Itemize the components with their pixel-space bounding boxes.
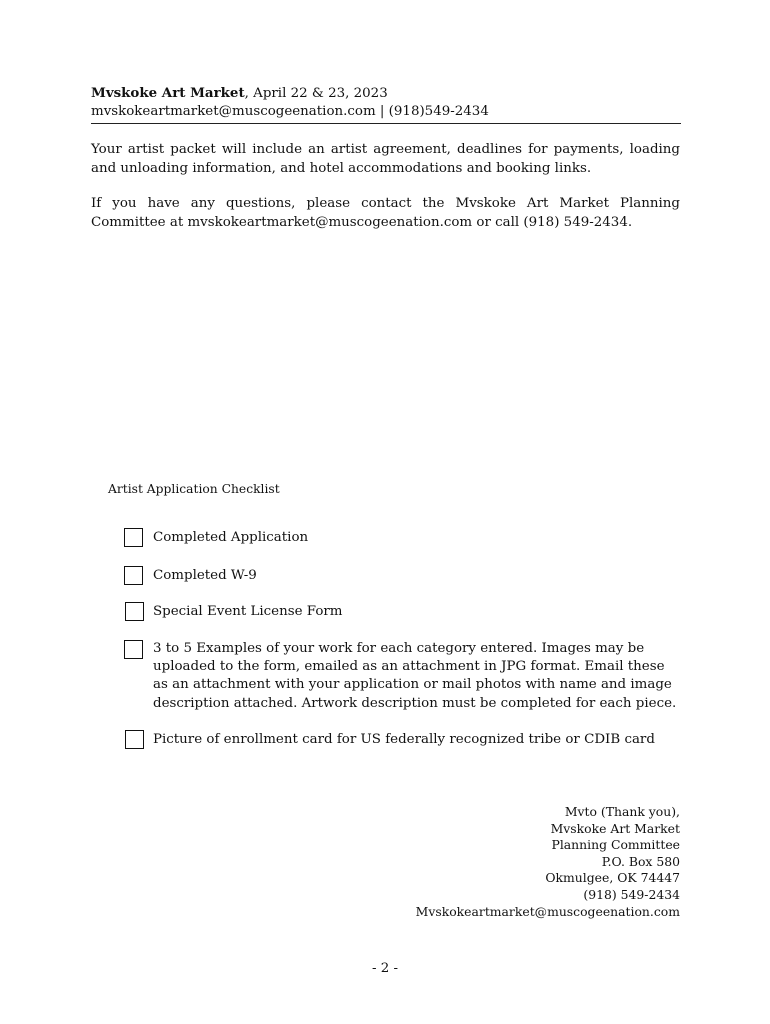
page-header bbox=[91, 84, 681, 124]
signature-line: Mvto (Thank you), bbox=[564, 804, 680, 819]
signature-email[interactable]: Mvskokeartmarket@muscogeenation.com bbox=[415, 903, 680, 919]
artist-packet-paragraph: Your artist packet will include an artist agreement, deadlines for payments, loading and unloading information, and hotel accommodations and booking links. bbox=[91, 142, 680, 176]
checkbox[interactable] bbox=[124, 566, 143, 585]
organization-name: Mvskoke Art Market bbox=[91, 85, 245, 101]
checklist-title: Artist Application Checklist bbox=[108, 482, 280, 496]
page-number: - 2 - bbox=[371, 961, 399, 976]
checklist-item-label: Completed Application bbox=[153, 530, 309, 545]
checklist-item-label: Completed W-9 bbox=[153, 568, 257, 583]
event-dates: , April 22 & 23, 2023 bbox=[244, 86, 388, 101]
signature-line: Okmulgee, OK 74447 bbox=[545, 870, 680, 886]
signature-block bbox=[416, 804, 680, 920]
checkbox[interactable] bbox=[125, 730, 144, 749]
checklist-item-label: Special Event License Form bbox=[153, 604, 343, 619]
header-title-line bbox=[91, 84, 681, 103]
checklist-item-label: 3 to 5 Examples of your work for each category entered. Images may be uploaded to the form, emailed as an attachment in JPG format. Email these as an attachment with your application or mail photos with name and image description attached. Artwork description must be completed for each piece. bbox=[153, 641, 677, 711]
checklist-item-label: Picture of enrollment card for US federally recognized tribe or CDIB card bbox=[153, 732, 655, 747]
checkbox[interactable] bbox=[124, 640, 143, 659]
checkbox[interactable] bbox=[125, 602, 144, 621]
header-contact: mvskokeartmarket@muscogeenation.com | (918)549-2434 bbox=[91, 104, 489, 119]
signature-line: Planning Committee bbox=[551, 837, 680, 853]
signature-line: (918) 549-2434 bbox=[583, 886, 680, 902]
checkbox[interactable] bbox=[124, 528, 143, 547]
signature-line: Mvskoke Art Market bbox=[550, 820, 680, 836]
signature-line: P.O. Box 580 bbox=[601, 853, 680, 869]
questions-paragraph: If you have any questions, please contact the Mvskoke Art Market Planning Committee at mvskokeartmarket@muscogeenation.com or call (918) 549-2434. bbox=[91, 196, 680, 230]
